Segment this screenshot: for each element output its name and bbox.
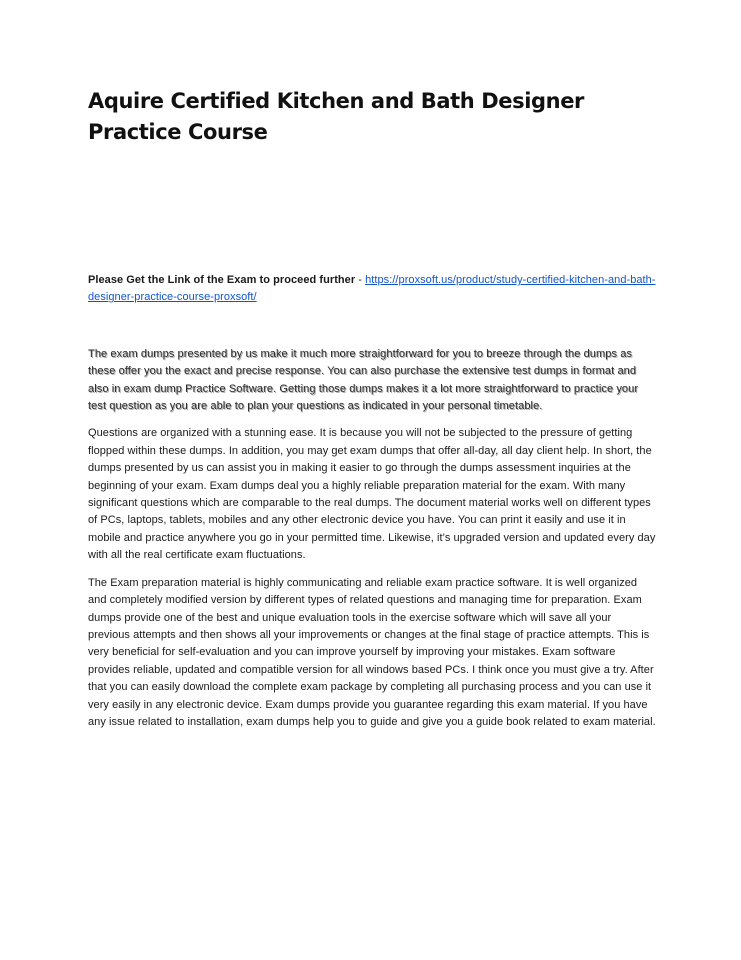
exam-link-separator: -	[355, 274, 366, 286]
body-paragraph-3: The Exam preparation material is highly communicating and reliable exam practice software. It is well organized and completely modified version by different types of related questions and managing time for preparation. Exam dumps provide one of the best and unique evaluation tools in the exercise software which will save all your previous attempts and then shows all your improvements or changes at the final stage of practice attempts. This is very beneficial for self-evaluation and you can improve yourself by improving your mistakes. Exam software provides reliable, updated and compatible version for all windows based PCs. I think once you must give a try. After that you can easily download the complete exam package by completing all purchasing process and you can use it very easily in any electronic device. Exam dumps provide you guarantee regarding this exam material. If you have any issue related to installation, exam dumps help you to guide and give you a guide book related to exam material.	[88, 576, 656, 728]
document-body	[88, 272, 656, 731]
exam-link-label: Please Get the Link of the Exam to proceed further	[88, 274, 356, 286]
body-paragraph-2: Questions are organized with a stunning ease. It is because you will not be subjected to the pressure of getting flopped within these dumps. In addition, you may get exam dumps that offer all-day, all day client help. In short, the dumps presented by us can assist you in making it easier to go through the dumps assessment inquiries at the beginning of your exam. Exam dumps deal you a highly reliable preparation material for the exam. With many significant questions which are comparable to the real dumps. The document material works well on different types of PCs, laptops, tablets, mobiles and any other electronic device you have. You can print it easily and use it in mobile and practice anywhere you go in your permitted time. Likewise, it’s upgraded version and updated every day with all the real certificate exam fluctuations.	[88, 427, 656, 562]
exam-link-callout	[88, 272, 656, 307]
body-paragraph-1: The exam dumps presented by us make it much more straightforward for you to breeze through the dumps as these offer you the exact and precise response. You can also purchase the extensive test dumps in format and also in exam dump Practice Software. Getting those dumps makes it a lot more straightforward to practice your test question as you are able to plan your questions as indicated in your personal timetable.	[88, 347, 639, 413]
document-title: Aquire Certified Kitchen and Bath Designer Practice Course	[88, 89, 585, 144]
exam-product-link[interactable]: https://proxsoft.us/product/study-certified-kitchen-and-bath-designer-practice-course-proxsoft/	[88, 274, 656, 304]
